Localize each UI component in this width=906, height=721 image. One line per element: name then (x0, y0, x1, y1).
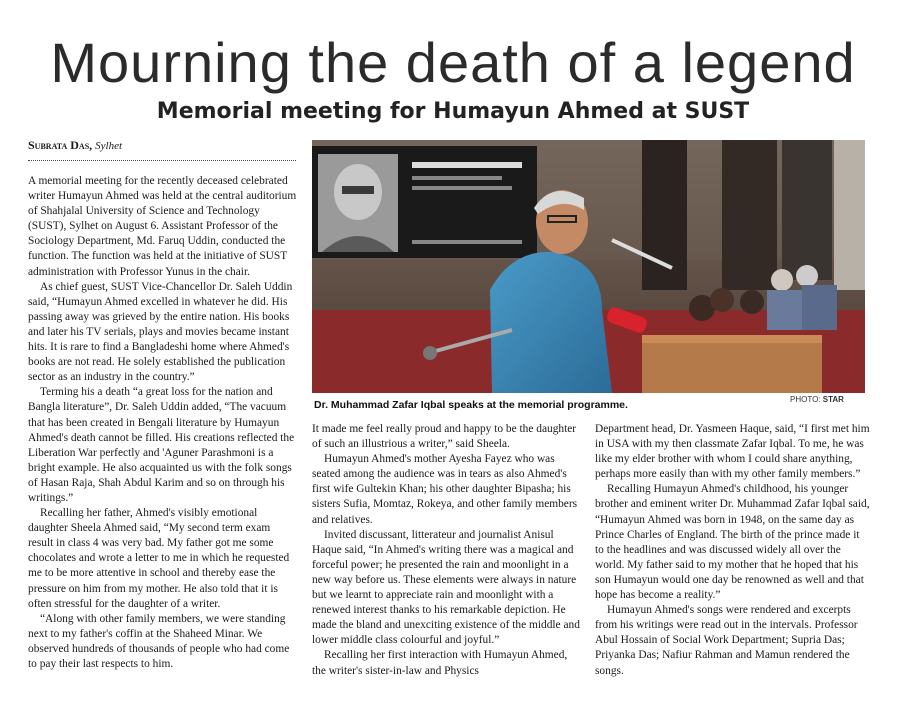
article-column-3 (595, 422, 870, 679)
paragraph: Department head, Dr. Yasmeen Haque, said, “I first met him in USA with my then classmate Zafar Iqbal. To me, he was like my elder brother with whom I could share anything, perhaps more easily than with my other family members.” (595, 423, 870, 481)
byline-divider (28, 160, 296, 161)
paragraph: Recalling her first interaction with Humayun Ahmed, the writer's sister-in-law and Physics (312, 649, 568, 677)
paragraph: Invited discussant, litterateur and journalist Anisul Haque said, “In Ahmed's writing there was a magical and forceful power; he presented the rain and moonlight in a new way before us. These elements were always in nature but we learnt to appreciate rain and moonlight with a renewed interest thanks to his remarkable depiction. He made the bland and unexciting existence of the middle and lower middle class colourful and joyful.” (312, 528, 580, 647)
paragraph: It made me feel really proud and happy to be the daughter of such an illustrious a writer,” said Sheela. (312, 423, 577, 451)
paragraph: Terming his a death “a great loss for the nation and Bangla literature”, Dr. Saleh Uddin added, “The vacuum that has been created in Bengali literature by Humayun Ahmed's death cannot be filled. His creations reflected the Liberation War perfectly and 'Aguner Parashmoni is a bright example. He also acquainted us with the folk songs of Hasan Raja, Shah Abdul Karim and so on through his writings.” (28, 386, 295, 504)
headline: Mourning the death of a legend (50, 31, 856, 94)
paragraph: Recalling her father, Ahmed's visibly emotional daughter Sheela Ahmed said, “My second term exam result in class 4 was very bad. My father got me some chocolates and wrote a letter to me in which he requested me to be more attentive in school and thereby ease the pressure on him from my mother. He also told that it is often stressful for the daughter of a writer. (28, 507, 290, 610)
article-column-2 (312, 422, 580, 679)
article-photo (312, 140, 865, 393)
paragraph: As chief guest, SUST Vice-Chancellor Dr. Saleh Uddin said, “Humayun Ahmed excelled in whatever he did. His passing away was grieved by the entire nation. His books and later his TV serials, plays and movies became instant hits. It is rare to find a Bangladeshi home where Ahmed's books are not read. He solely established the publication sector as an industry in the country.” (28, 280, 293, 384)
paragraph: Humayun Ahmed's mother Ayesha Fayez who was seated among the audience was in tears as also Ahmed's first wife Gultekin Khan; his other daughter Bipasha; his sisters Sufia, Momtaz, Rokeya, and other family members and relatives. (312, 453, 578, 526)
paragraph: Humayun Ahmed's songs were rendered and excerpts from his writings were read out in the intervals. Professor Abul Hossain of Social Work Department; Supria Das; Priyanka Das; Nafiur Rahman and Mamun rendered the songs. (595, 604, 858, 677)
byline-place: Sylhet (95, 140, 123, 152)
byline-name: Subrata Das, (28, 138, 93, 152)
paragraph: A memorial meeting for the recently deceased celebrated writer Humayun Ahmed was held at the central auditorium of Shahjalal University of Science and Technology (SUST), Sylhet on August 6. Assistant Professor of the Sociology Department, Md. Faruq Uddin, conducted the function. The function was held at the initiative of SUST administration with Professor Yunus in the chair. (28, 175, 297, 278)
article-column-1 (28, 174, 298, 672)
photo-credit (790, 395, 844, 404)
photo-credit-label: PHOTO: (790, 395, 821, 404)
photo-credit-source: STAR (822, 395, 844, 404)
photo-caption: Dr. Muhammad Zafar Iqbal speaks at the memorial programme. (314, 399, 628, 411)
subheadline: Memorial meeting for Humayun Ahmed at SUST (156, 99, 750, 124)
byline (28, 138, 122, 153)
paragraph: “Along with other family members, we were standing next to my father's coffin at the Shaheed Minar. We observed hundreds of thousands of people who had come to pay their last respects to him. (28, 612, 290, 670)
photo-illustration (312, 140, 865, 393)
paragraph: Recalling Humayun Ahmed's childhood, his younger brother and eminent writer Dr. Muhammad Zafar Iqbal said, “Humayun Ahmed was born in 1948, on the same day as Prince Charles of England. The birth of the prince made it to the headlines and was discussed widely all over the world. My father said to my mother that he hoped that his son Humayun would one day be renowned as well and that hope has become a reality.” (595, 483, 870, 602)
